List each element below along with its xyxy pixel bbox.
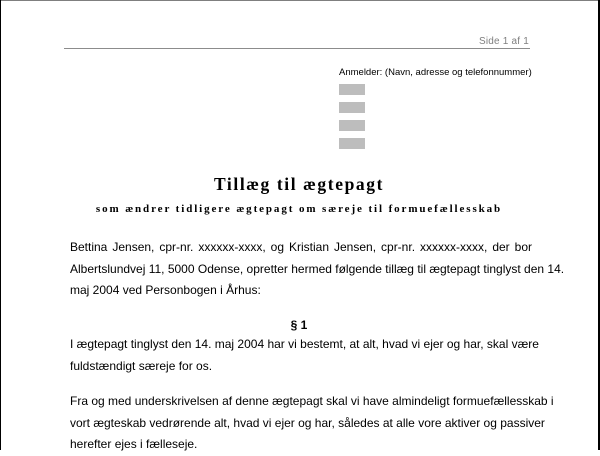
section-1-line-2: fuldstændigt særeje for os. bbox=[70, 358, 213, 373]
document-subtitle: som ændrer tidligere ægtepagt om særeje til formuefællesskab bbox=[95, 203, 503, 215]
section-1-heading: § 1 bbox=[290, 318, 308, 332]
intro-line-2: Albertslundvej 11, 5000 Odense, opretter hermed følgende tillæg til ægtepagt tinglyst den 14. bbox=[70, 261, 565, 276]
redacted-field-address bbox=[339, 102, 365, 113]
window-left-border bbox=[0, 0, 1, 450]
intro-paragraph bbox=[70, 237, 565, 302]
section-1b-line-3: herefter ejes i fælleseje. bbox=[70, 437, 198, 451]
document-title: Tillæg til ægtepagt bbox=[213, 174, 385, 194]
section-1-line-1: I ægtepagt tinglyst den 14. maj 2004 har vi bestemt, at alt, hvad vi ejer og har, skal være bbox=[70, 337, 539, 351]
redacted-field-phone bbox=[339, 138, 365, 149]
redacted-field-city bbox=[339, 120, 365, 131]
intro-line-3: maj 2004 ved Personbogen i Århus: bbox=[70, 283, 261, 297]
section-1-paragraph bbox=[70, 334, 539, 377]
redacted-field-name bbox=[339, 84, 365, 95]
section-1b-paragraph bbox=[70, 391, 554, 456]
section-1b-line-2: vort ægteskab vedrørende alt, hvad vi ejer og har, således at alle vore aktiver og passiver bbox=[70, 415, 545, 430]
header-divider bbox=[64, 48, 530, 49]
section-1b-line-1: Fra og med underskrivelsen af denne ægtepagt skal vi have almindeligt formuefællesskab i bbox=[70, 394, 554, 408]
intro-line-1: Bettina Jensen, cpr-nr. xxxxxx-xxxx, og Kristian Jensen, cpr-nr. xxxxxx-xxxx, der bor bbox=[70, 240, 532, 254]
page-number: Side 1 af 1 bbox=[478, 36, 529, 47]
window-top-border bbox=[0, 0, 600, 1]
anmelder-label: Anmelder: (Navn, adresse og telefonnummer) bbox=[339, 67, 532, 78]
